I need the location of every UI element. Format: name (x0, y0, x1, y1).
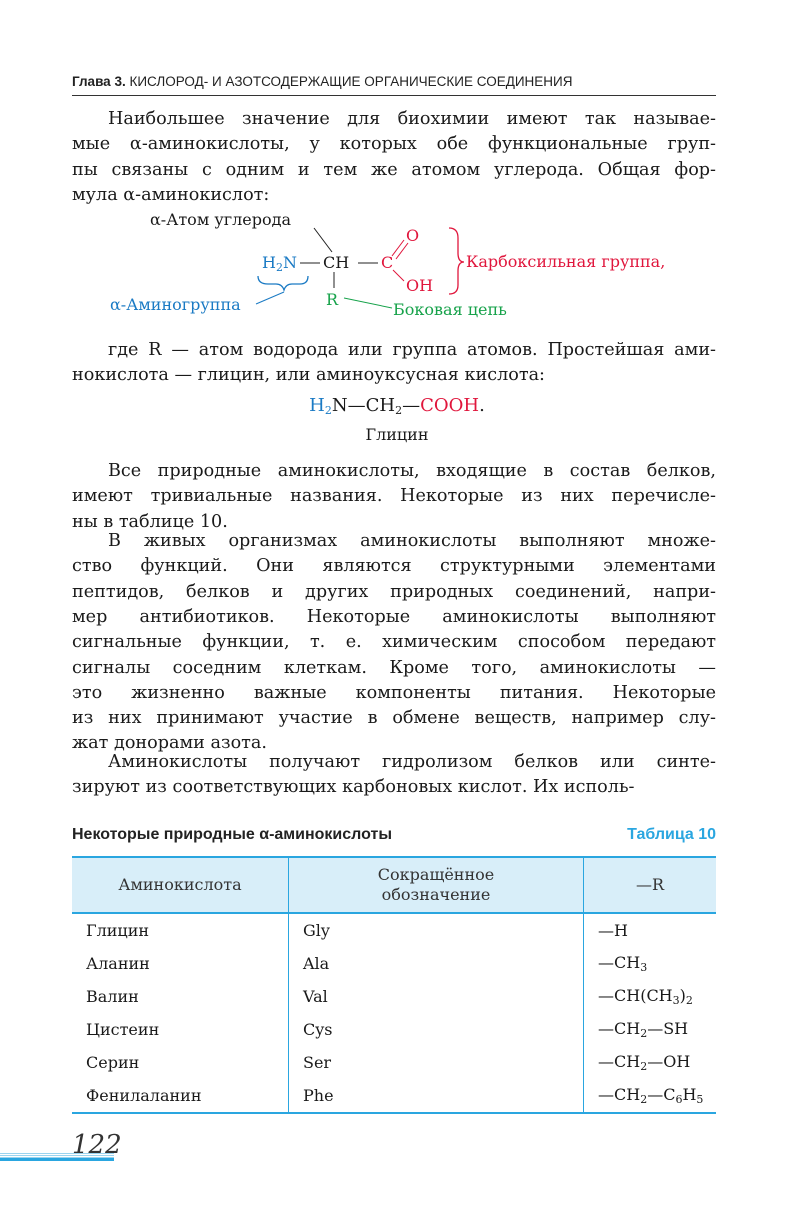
carboxyl-oh: OH (406, 276, 434, 295)
cell-abbr: Phe (289, 1079, 584, 1113)
cell-abbr: Gly (289, 913, 584, 947)
text-line: это жизненно важные компоненты питания. Некоторые (72, 682, 716, 703)
h: H (262, 253, 276, 272)
cell-name: Аланин (86, 954, 150, 973)
text-line: пы связаны с одним и тем же атомом углерода. Общая фор- (72, 159, 716, 180)
amino-group-label: α-Аминогруппа (110, 295, 241, 314)
cell-name: Серин (86, 1053, 140, 1072)
table-row (72, 1013, 716, 1046)
text-line: ство функций. Они являются структурными элементами (72, 556, 716, 577)
cell-r: $—CH_2—OH$ (584, 1046, 717, 1079)
text-line: нокислота — глицин, или аминоуксусная кислота: (72, 365, 545, 386)
g-dash: — (402, 395, 421, 416)
table-header-row (72, 857, 716, 913)
carboxyl-c: C (381, 253, 394, 272)
table-label: Таблица 10 (627, 826, 716, 843)
chapter-label: Глава 3. (72, 74, 126, 89)
text-line: пептидов, белков и других природных соединений, напри- (72, 581, 716, 602)
cell-abbr: Cys (289, 1013, 584, 1046)
cell-name: Глицин (86, 921, 150, 940)
sub: 2 (275, 261, 283, 274)
carboxyl-o: O (406, 226, 420, 245)
amino-acid-table (72, 856, 716, 1114)
side-chain-label: Боковая цепь (393, 300, 507, 319)
cell-r: $—CH_2—C_6H_5$ (584, 1079, 717, 1113)
text-line: где R — атом водорода или группа атомов. Простейшая ами- (108, 340, 716, 360)
text-line: мые α-аминокислоты, у которых обе функциональные груп- (72, 134, 716, 155)
formula-bonds (0, 0, 794, 340)
cell-abbr: Val (289, 980, 584, 1013)
side-chain-r: R (326, 290, 339, 309)
g-sub: 2 (324, 404, 332, 417)
table-row (72, 1079, 716, 1113)
text-line: из них принимают участие в обмене веществ, например слу- (72, 708, 716, 729)
glycine-caption: Глицин (365, 425, 429, 444)
col-header: Аминокислота (72, 857, 289, 913)
page-number: 122 (72, 1130, 122, 1160)
table-row (72, 1046, 716, 1079)
text-line: сигнальные функции, т. е. химическим способом передают (72, 632, 716, 653)
glycine-carboxyl: COOH (420, 395, 480, 416)
text-line: мула α-аминокислот: (72, 184, 270, 205)
text-line: Все природные аминокислоты, входящие в состав белков, (108, 461, 716, 481)
text-line: ны в таблице 10. (72, 511, 228, 532)
cell-r: $—CH(CH_3)_2$ (584, 980, 717, 1013)
cell-r: $—CH_3$ (584, 947, 717, 980)
text-line: мер антибиотиков. Некоторые аминокислоты выполняют (72, 606, 716, 627)
cell-r: $—CH_2—SH$ (584, 1013, 717, 1046)
cell-abbr: Ser (289, 1046, 584, 1079)
text-line: жат донорами азота. (72, 733, 267, 754)
table-row (72, 980, 716, 1013)
n: N (282, 253, 297, 272)
glycine-mid (332, 395, 420, 416)
col-header: Сокращённое обозначение (289, 857, 584, 913)
cell-name: Цистеин (86, 1020, 160, 1039)
ch-group: CH (323, 253, 350, 272)
cell-abbr: Ala (289, 947, 584, 980)
cell-name: Валин (86, 987, 139, 1006)
table-title: Некоторые природные α-аминокислоты (72, 826, 392, 843)
alpha-carbon-label: α-Атом углерода (150, 210, 292, 229)
text-line: В живых организмах аминокислоты выполняют множе- (108, 531, 716, 551)
chapter-title: КИСЛОРОД- И АЗОТСОДЕРЖАЩИЕ ОРГАНИЧЕСКИЕ СОЕДИНЕНИЯ (129, 74, 573, 89)
carboxyl-label: Карбоксильная группа, (466, 252, 666, 271)
text-line: сигналы соседним клеткам. Кроме того, аминокислоты — (72, 657, 716, 678)
glycine-formula (0, 395, 794, 417)
g-sub2: 2 (395, 404, 403, 417)
cell-r: —H (584, 913, 717, 947)
table-row (72, 913, 716, 947)
col-header: —R (584, 857, 717, 913)
text-line: Наибольшее значение для биохимии имеют так называе- (108, 109, 716, 129)
text-line: Аминокислоты получают гидролизом белков или синте- (108, 752, 716, 772)
table-row (72, 947, 716, 980)
g-h: H (309, 395, 325, 416)
cell-name: Фенилаланин (72, 1079, 289, 1113)
g-dot: . (479, 395, 485, 416)
text-line: зируют из соответствующих карбоновых кислот. Их исполь- (72, 777, 635, 798)
text-line: имеют тривиальные названия. Некоторые из них перечисле- (72, 486, 716, 507)
g-n: N—CH (331, 395, 396, 416)
glycine-amino (309, 395, 332, 416)
amino-group-formula (262, 253, 297, 274)
